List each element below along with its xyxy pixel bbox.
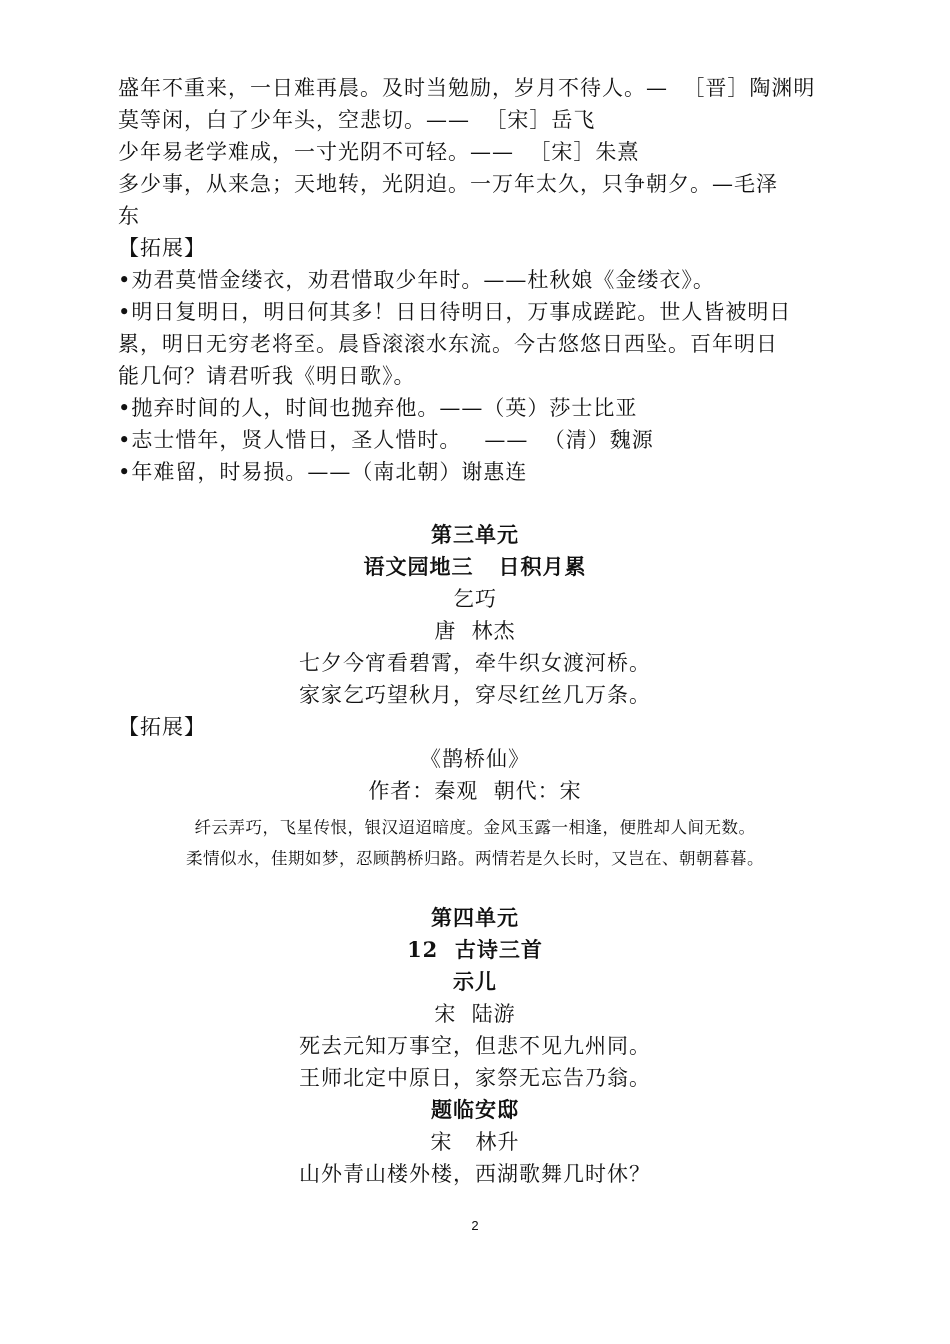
- poem-title: 示儿: [453, 969, 497, 994]
- quote-line: 东: [118, 204, 140, 228]
- poem-author: 作者：秦观 朝代：宋: [368, 779, 582, 803]
- expansion-heading: 【拓展】: [118, 236, 206, 260]
- poem-title: 《鹊桥仙》: [420, 747, 530, 771]
- quote-line: 盛年不重来，一日难再晨。及时当勉励，岁月不待人。— ［晋］陶渊明: [118, 76, 816, 100]
- quote-line: 莫等闲，白了少年头，空悲切。—— ［宋］岳飞: [118, 108, 596, 132]
- poem-author: 宋 陆游: [434, 1002, 516, 1026]
- expansion-item: 能几何？请君听我《明日歌》。: [118, 364, 416, 388]
- quote-line: 少年易老学难成，一寸光阴不可轻。—— ［宋］朱熹: [118, 140, 640, 164]
- poem-author: 宋 林升: [430, 1130, 520, 1154]
- poem-title: 乞巧: [453, 587, 497, 611]
- poem-line: 王师北定中原日，家祭无忘告乃翁。: [299, 1066, 651, 1090]
- unit-title: 第三单元: [431, 522, 519, 547]
- expansion-heading: 【拓展】: [118, 715, 206, 739]
- quote-line: 多少事，从来急；天地转，光阴迫。一万年太久，只争朝夕。—毛泽: [118, 172, 778, 196]
- expansion-item: •年难留，时易损。——（南北朝）谢惠连: [118, 460, 528, 484]
- poem-line: 山外青山楼外楼，西湖歌舞几时休？: [299, 1162, 651, 1186]
- expansion-item: 累，明日无穷老将至。晨昏滚滚水东流。今古悠悠日西坠。百年明日: [118, 332, 778, 356]
- poem-author: 唐 林杰: [434, 619, 516, 643]
- poem-title: 题临安邸: [431, 1097, 519, 1122]
- poem-line: 柔情似水，佳期如梦，忍顾鹊桥归路。两情若是久长时，又岂在、朝朝暮暮。: [186, 849, 764, 868]
- poem-line: 死去元知万事空，但悲不见九州同。: [299, 1034, 651, 1058]
- lesson-title: 12 古诗三首: [407, 937, 543, 962]
- poem-line: 七夕今宵看碧霄，牵牛织女渡河桥。: [299, 651, 651, 675]
- poem-line: 纤云弄巧，飞星传恨，银汉迢迢暗度。金风玉露一相逢，便胜却人间无数。: [194, 818, 756, 837]
- page-number: 2: [471, 1218, 479, 1233]
- poem-line: 家家乞巧望秋月，穿尽红丝几万条。: [299, 683, 651, 707]
- expansion-item: •劝君莫惜金缕衣，劝君惜取少年时。——杜秋娘《金缕衣》。: [118, 268, 715, 292]
- expansion-item: •抛弃时间的人，时间也抛弃他。——（英）莎士比亚: [118, 396, 638, 420]
- section-subtitle: 语文园地三 日积月累: [363, 554, 587, 579]
- expansion-item: •志士惜年，贤人惜日，圣人惜时。 —— （清）魏源: [118, 428, 654, 452]
- expansion-item: •明日复明日，明日何其多！日日待明日，万事成蹉跎。世人皆被明日: [118, 300, 792, 324]
- unit-title: 第四单元: [431, 905, 519, 930]
